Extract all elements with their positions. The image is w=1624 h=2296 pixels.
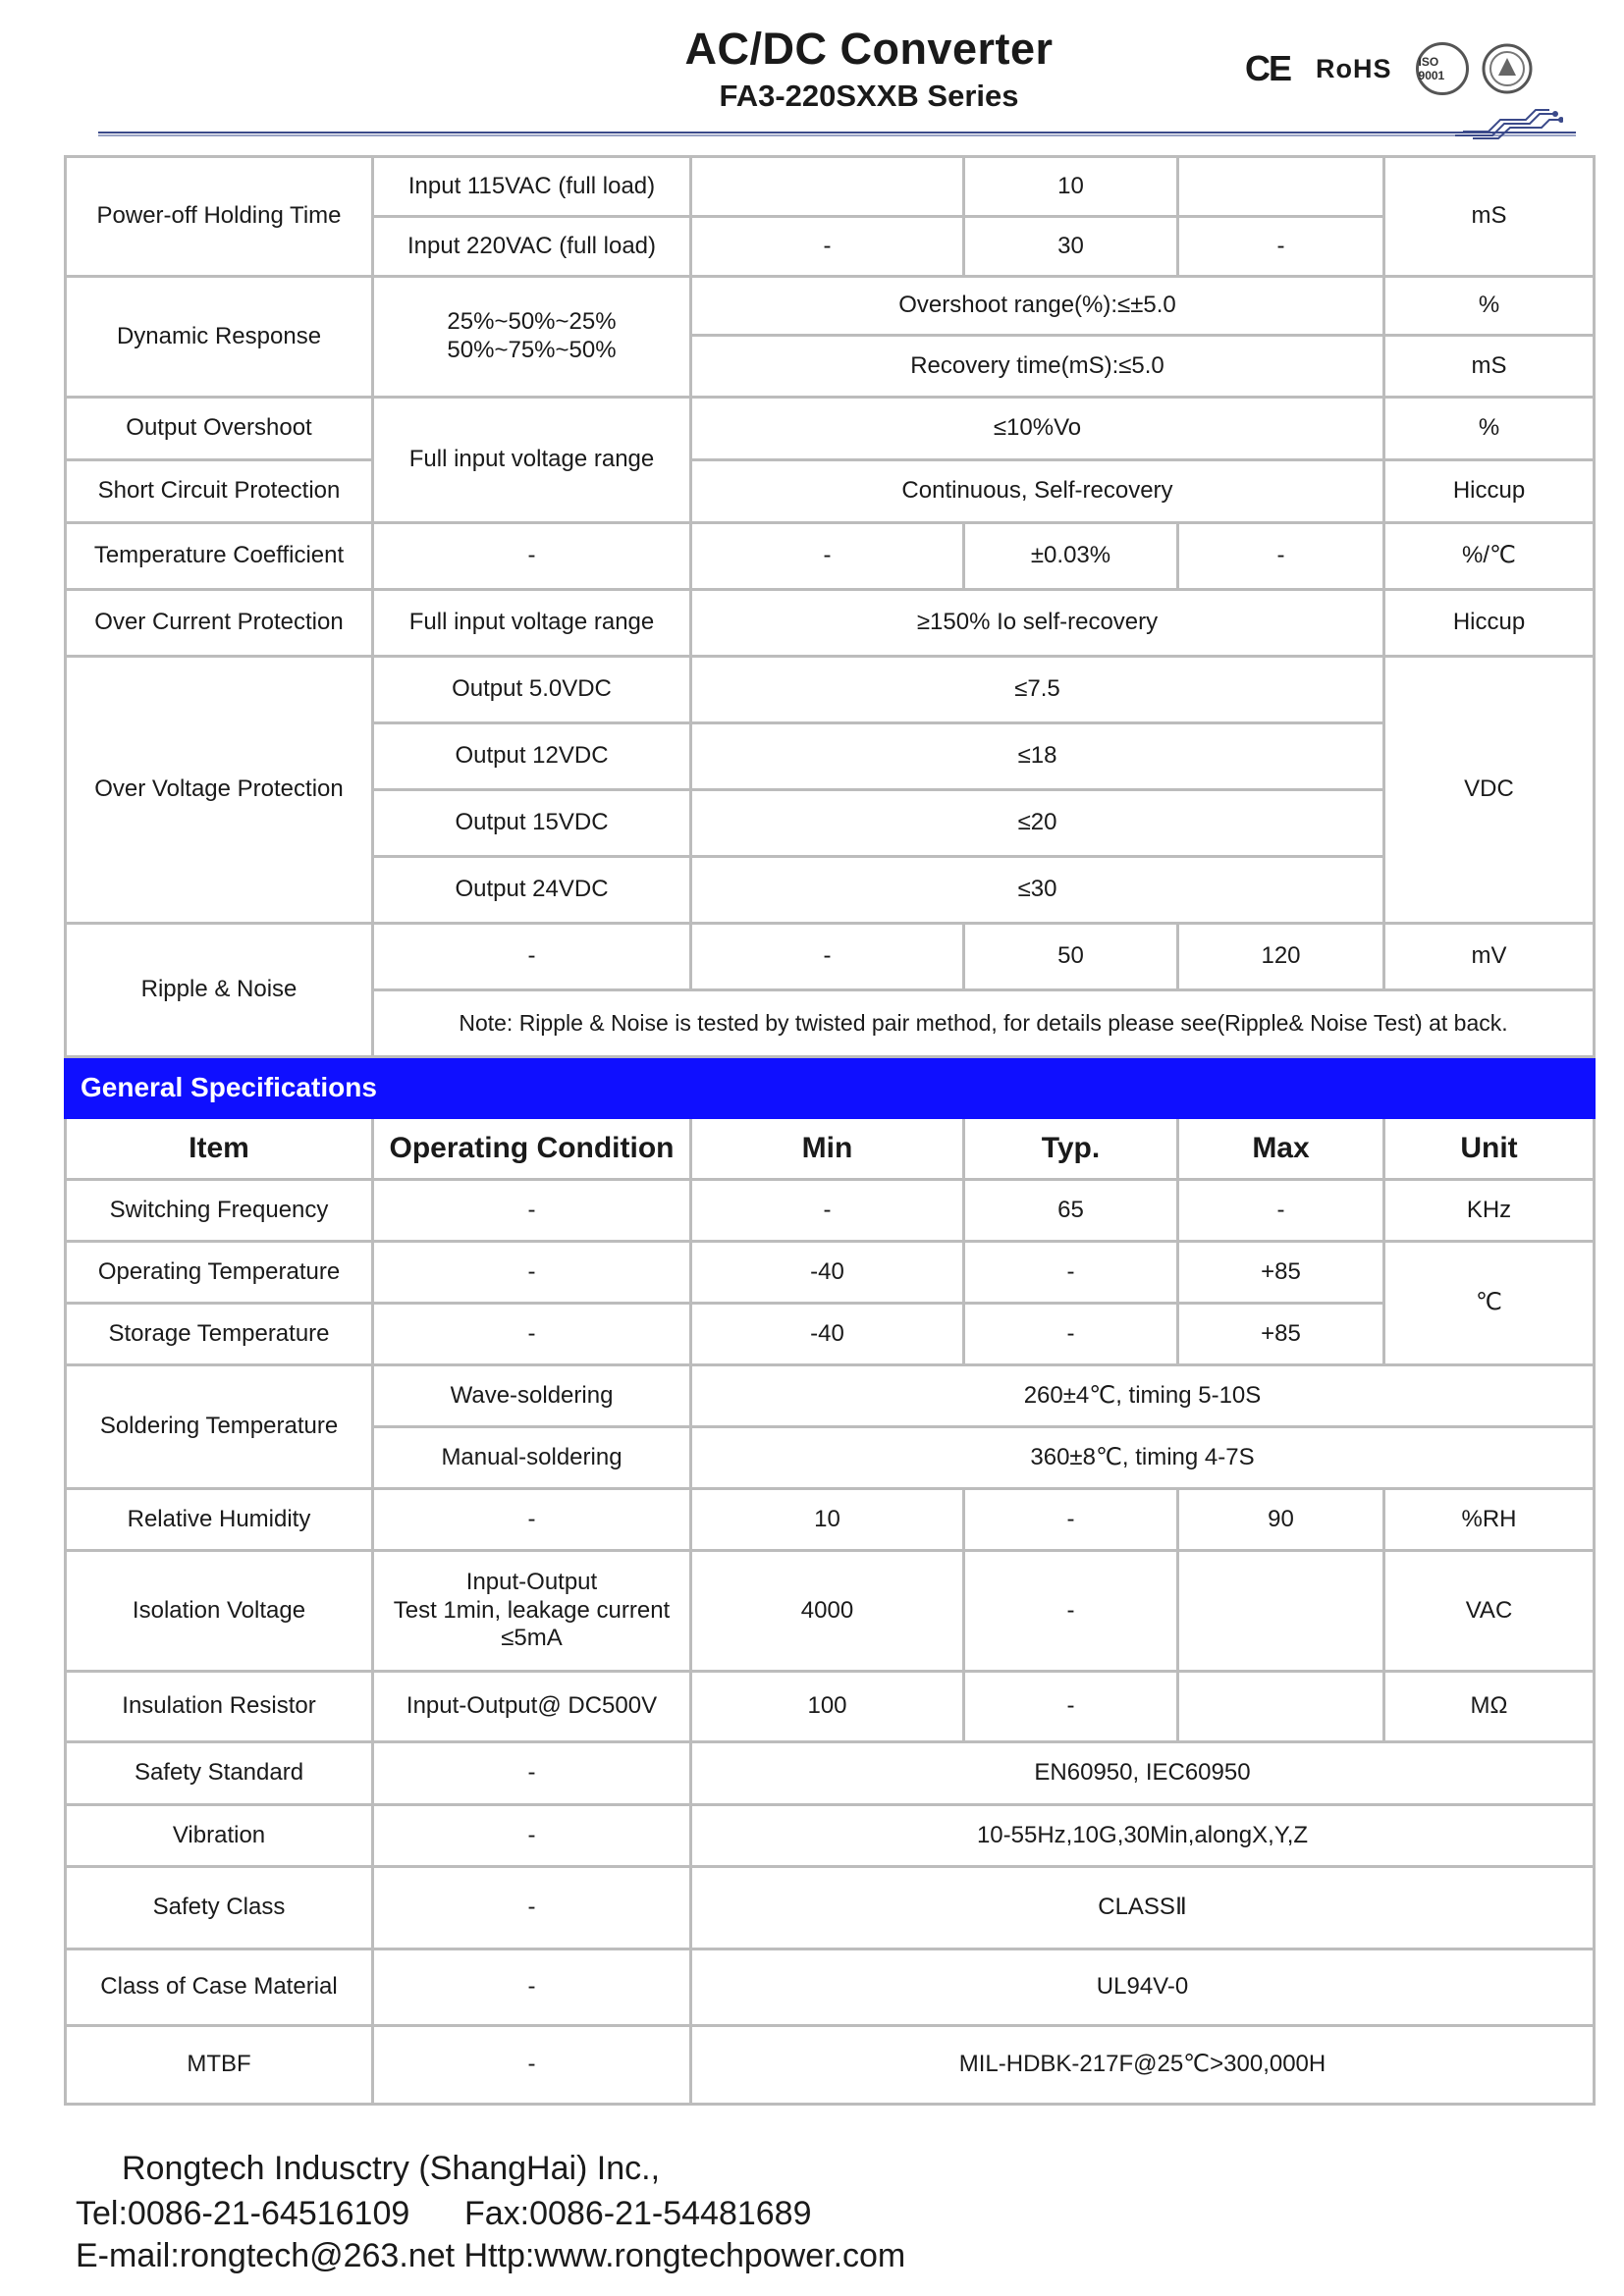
insulation-cond: Input-Output@ DC500V [373, 1672, 691, 1742]
recovery-unit: mS [1384, 336, 1595, 398]
temp-coef-min: - [691, 523, 964, 590]
isolation-unit: VAC [1384, 1551, 1595, 1672]
ripple-max: 120 [1178, 924, 1384, 990]
page-header [0, 0, 1624, 147]
output-overshoot-item: Output Overshoot [66, 398, 373, 460]
safety-class-value: CLASSⅡ [691, 1867, 1595, 1949]
insulation-unit: MΩ [1384, 1672, 1595, 1742]
ce-mark: CE [1245, 48, 1291, 88]
ripple-note: Note: Ripple & Noise is tested by twisted pair method, for details please see(Ripple& Noise Test) at back. [373, 990, 1595, 1057]
col-header-typ: Typ. [964, 1118, 1178, 1180]
case-material-value: UL94V-0 [691, 1949, 1595, 2026]
storage-temp-item: Storage Temperature [66, 1304, 373, 1365]
ovp-cond-15v: Output 15VDC [373, 790, 691, 857]
dynamic-cond-2: 50%~75%~50% [447, 337, 617, 363]
table-row [66, 1365, 1595, 1427]
storage-temp-max: +85 [1178, 1304, 1384, 1365]
insulation-typ: - [964, 1672, 1178, 1742]
holding-time-max-115 [1178, 157, 1384, 217]
company-name: Rongtech Indusctry (ShangHai) Inc., [122, 2150, 661, 2187]
over-current-unit: Hiccup [1384, 590, 1595, 657]
table-row [66, 157, 1595, 217]
email-website: E-mail:rongtech@263.net Http:www.rongtechpower.com [76, 2237, 906, 2274]
switching-unit: KHz [1384, 1180, 1595, 1242]
insulation-min: 100 [691, 1672, 964, 1742]
humidity-item: Relative Humidity [66, 1489, 373, 1551]
manual-soldering-value: 360±8℃, timing 4-7S [691, 1427, 1595, 1489]
col-header-max: Max [1178, 1118, 1384, 1180]
ripple-min: - [691, 924, 964, 990]
header-rule [98, 132, 1576, 137]
mtbf-item: MTBF [66, 2026, 373, 2105]
table-row [66, 1180, 1595, 1242]
isolation-cond-1: Input-Output [465, 1568, 598, 1595]
safety-std-cond: - [373, 1742, 691, 1805]
col-header-item: Item [66, 1118, 373, 1180]
holding-time-unit: mS [1384, 157, 1595, 277]
overshoot-range: Overshoot range(%):≤±5.0 [691, 277, 1384, 336]
table-row [66, 924, 1595, 990]
switching-max: - [1178, 1180, 1384, 1242]
table-row [66, 1949, 1595, 2026]
operating-temp-typ: - [964, 1242, 1178, 1304]
ripple-unit: mV [1384, 924, 1595, 990]
vibration-value: 10-55Hz,10G,30Min,alongX,Y,Z [691, 1805, 1595, 1867]
table-row [66, 1867, 1595, 1949]
isolation-item: Isolation Voltage [66, 1551, 373, 1672]
holding-time-typ-115: 10 [964, 157, 1178, 217]
holding-time-min-220: - [691, 217, 964, 277]
humidity-unit: %RH [1384, 1489, 1595, 1551]
storage-temp-typ: - [964, 1304, 1178, 1365]
col-header-unit: Unit [1384, 1118, 1595, 1180]
isolation-cond-3: ≤5mA [501, 1625, 563, 1652]
isolation-cond [373, 1551, 691, 1672]
ovp-cond-5v: Output 5.0VDC [373, 657, 691, 723]
iso-seal-icon: ISO 9001 [1416, 42, 1469, 95]
holding-time-item: Power-off Holding Time [66, 157, 373, 277]
mtbf-value: MIL-HDBK-217F@25℃>300,000H [691, 2026, 1595, 2105]
quality-seal-icon [1481, 42, 1534, 95]
table-row [66, 2026, 1595, 2105]
table-row [66, 277, 1595, 336]
switching-typ: 65 [964, 1180, 1178, 1242]
temp-coef-unit: %/℃ [1384, 523, 1595, 590]
humidity-min: 10 [691, 1489, 964, 1551]
col-header-cond: Operating Condition [373, 1118, 691, 1180]
isolation-cond-2: Test 1min, leakage current [393, 1596, 671, 1624]
overshoot-unit: % [1384, 277, 1595, 336]
document-subtitle: FA3-220SXXB Series [719, 79, 1019, 113]
table-row [66, 590, 1595, 657]
dynamic-response-item: Dynamic Response [66, 277, 373, 398]
storage-temp-cond: - [373, 1304, 691, 1365]
ripple-cond: - [373, 924, 691, 990]
holding-time-min-115 [691, 157, 964, 217]
holding-time-cond-115: Input 115VAC (full load) [373, 157, 691, 217]
table-row [66, 1242, 1595, 1304]
column-header-row [66, 1118, 1595, 1180]
fax: Fax:0086-21-54481689 [464, 2195, 812, 2232]
switching-item: Switching Frequency [66, 1180, 373, 1242]
temp-coef-max: - [1178, 523, 1384, 590]
table-row [66, 1805, 1595, 1867]
operating-temp-cond: - [373, 1242, 691, 1304]
section-header-row [66, 1057, 1595, 1118]
temperature-unit: ℃ [1384, 1242, 1595, 1365]
table-row [66, 1742, 1595, 1805]
full-input-range-cond: Full input voltage range [373, 398, 691, 523]
mtbf-cond: - [373, 2026, 691, 2105]
wave-soldering-value: 260±4℃, timing 5-10S [691, 1365, 1595, 1427]
over-current-cond: Full input voltage range [373, 590, 691, 657]
switching-cond: - [373, 1180, 691, 1242]
over-voltage-unit: VDC [1384, 657, 1595, 924]
ovp-value-24v: ≤30 [691, 857, 1384, 924]
document-title: AC/DC Converter [684, 24, 1054, 74]
ripple-typ: 50 [964, 924, 1178, 990]
table-row [66, 1489, 1595, 1551]
temp-coef-cond: - [373, 523, 691, 590]
table-row [66, 657, 1595, 723]
table-row [66, 398, 1595, 460]
ovp-cond-12v: Output 12VDC [373, 723, 691, 790]
table-row [66, 1672, 1595, 1742]
table-row [66, 1304, 1595, 1365]
storage-temp-min: -40 [691, 1304, 964, 1365]
ovp-cond-24v: Output 24VDC [373, 857, 691, 924]
holding-time-cond-220: Input 220VAC (full load) [373, 217, 691, 277]
safety-std-value: EN60950, IEC60950 [691, 1742, 1595, 1805]
manual-soldering-cond: Manual-soldering [373, 1427, 691, 1489]
humidity-cond: - [373, 1489, 691, 1551]
vibration-item: Vibration [66, 1805, 373, 1867]
short-circuit-value: Continuous, Self-recovery [691, 460, 1384, 523]
ripple-item: Ripple & Noise [66, 924, 373, 1057]
circuit-trace-icon [1453, 106, 1563, 141]
case-material-item: Class of Case Material [66, 1949, 373, 2026]
safety-class-cond: - [373, 1867, 691, 1949]
table-row [66, 460, 1595, 523]
temp-coef-typ: ±0.03% [964, 523, 1178, 590]
soldering-item: Soldering Temperature [66, 1365, 373, 1489]
dynamic-cond-1: 25%~50%~25% [447, 308, 617, 336]
holding-time-max-220: - [1178, 217, 1384, 277]
over-current-value: ≥150% Io self-recovery [691, 590, 1384, 657]
table-row [66, 1551, 1595, 1672]
isolation-max [1178, 1551, 1384, 1672]
dynamic-response-cond [373, 277, 691, 398]
rohs-mark: RoHS [1316, 53, 1392, 83]
page-footer [0, 2150, 1624, 2296]
isolation-min: 4000 [691, 1551, 964, 1672]
certification-marks [1245, 41, 1545, 96]
operating-temp-max: +85 [1178, 1242, 1384, 1304]
holding-time-typ-220: 30 [964, 217, 1178, 277]
telephone: Tel:0086-21-64516109 [76, 2195, 410, 2232]
over-current-item: Over Current Protection [66, 590, 373, 657]
humidity-max: 90 [1178, 1489, 1384, 1551]
output-overshoot-unit: % [1384, 398, 1595, 460]
operating-temp-item: Operating Temperature [66, 1242, 373, 1304]
over-voltage-item: Over Voltage Protection [66, 657, 373, 924]
safety-std-item: Safety Standard [66, 1742, 373, 1805]
wave-soldering-cond: Wave-soldering [373, 1365, 691, 1427]
section-title: General Specifications [66, 1057, 1595, 1118]
col-header-min: Min [691, 1118, 964, 1180]
table-row [66, 523, 1595, 590]
insulation-item: Insulation Resistor [66, 1672, 373, 1742]
insulation-max [1178, 1672, 1384, 1742]
operating-temp-min: -40 [691, 1242, 964, 1304]
temp-coef-item: Temperature Coefficient [66, 523, 373, 590]
case-material-cond: - [373, 1949, 691, 2026]
ovp-value-15v: ≤20 [691, 790, 1384, 857]
humidity-typ: - [964, 1489, 1178, 1551]
ovp-value-12v: ≤18 [691, 723, 1384, 790]
vibration-cond: - [373, 1805, 691, 1867]
isolation-typ: - [964, 1551, 1178, 1672]
short-circuit-item: Short Circuit Protection [66, 460, 373, 523]
specifications-table [64, 155, 1596, 2106]
safety-class-item: Safety Class [66, 1867, 373, 1949]
switching-min: - [691, 1180, 964, 1242]
short-circuit-unit: Hiccup [1384, 460, 1595, 523]
ovp-value-5v: ≤7.5 [691, 657, 1384, 723]
recovery-time: Recovery time(mS):≤5.0 [691, 336, 1384, 398]
output-overshoot-value: ≤10%Vo [691, 398, 1384, 460]
